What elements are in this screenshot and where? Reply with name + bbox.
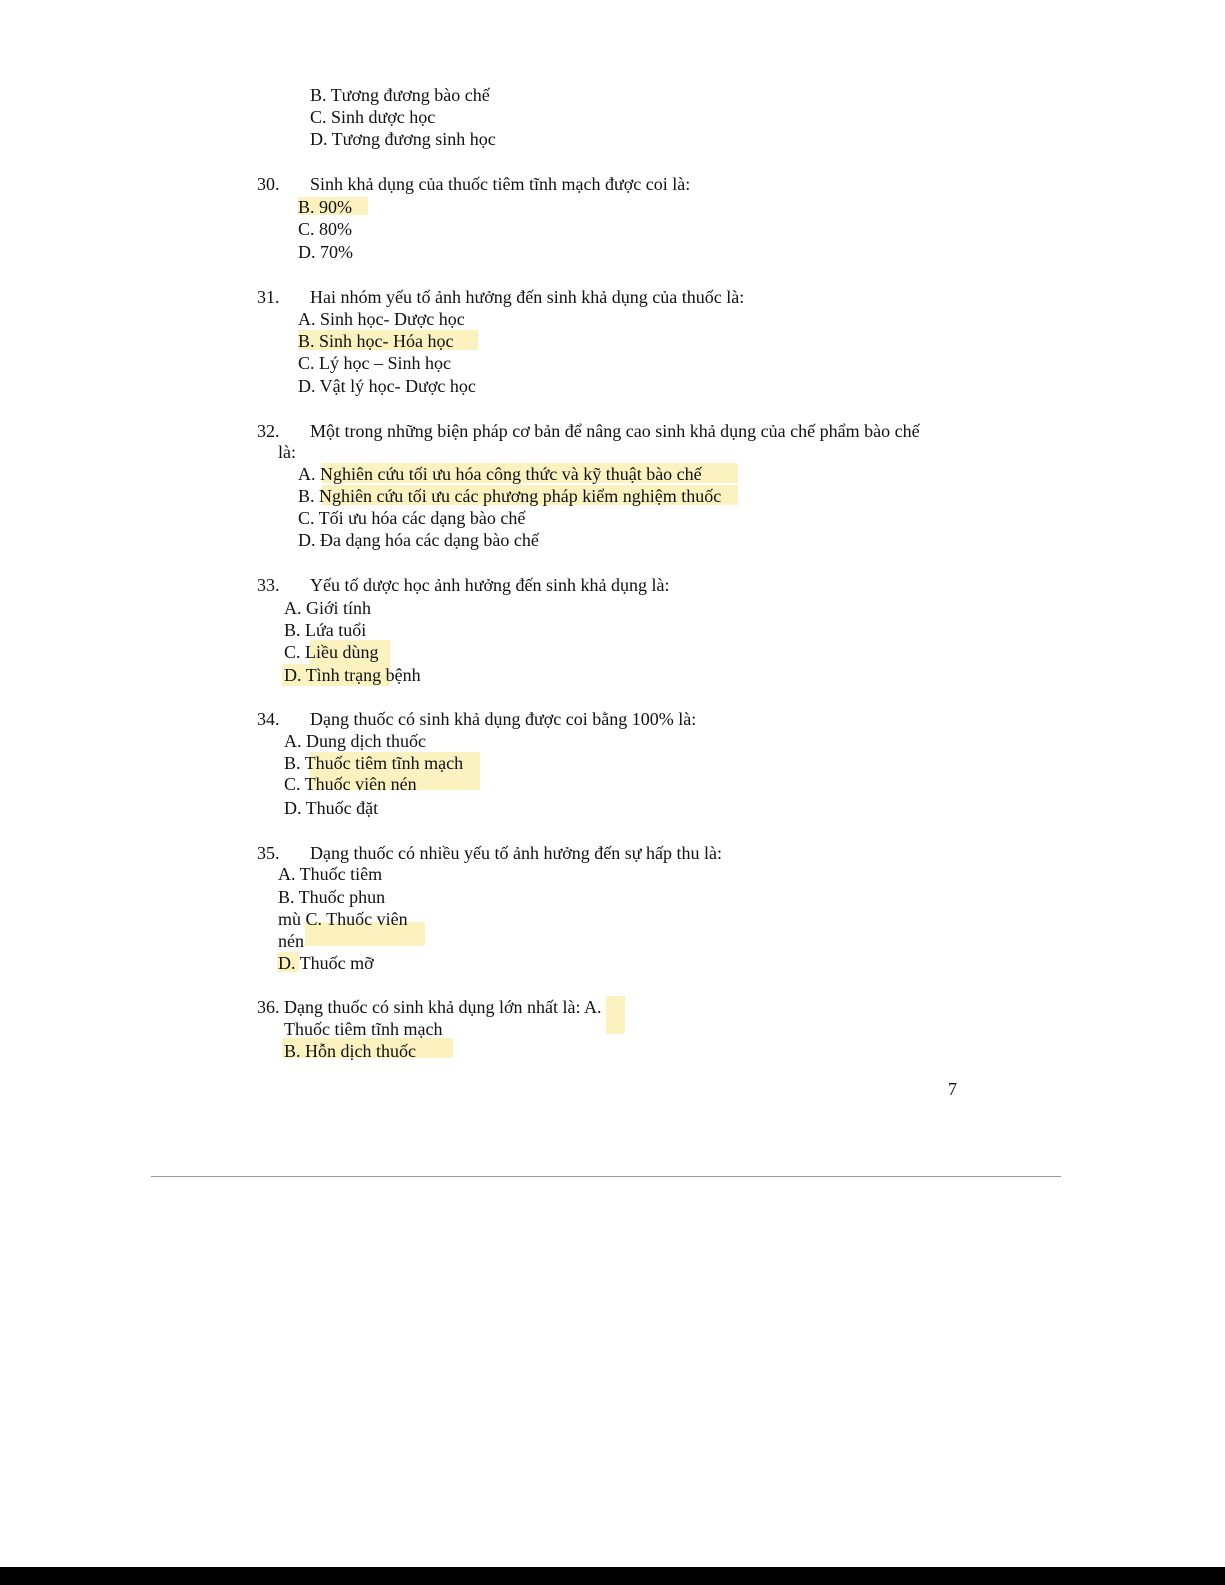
q30-question: Sinh khả dụng của thuốc tiêm tĩnh mạch được coi là: (310, 174, 691, 194)
q34-number: 34. (257, 709, 280, 729)
q32-option-a: A. Nghiên cứu tối ưu hóa công thức và kỹ thuật bào chế (298, 464, 702, 484)
q33-number: 33. (257, 575, 280, 595)
q33-question: Yếu tố dược học ảnh hưởng đến sinh khả dụng là: (310, 575, 670, 595)
q34-option-a: A. Dung dịch thuốc (284, 731, 426, 751)
q31-number: 31. (257, 287, 280, 307)
q30-option-d: D. 70% (298, 242, 353, 262)
q34-option-c: C. Thuốc viên nén (284, 774, 417, 794)
q29-option-c: C. Sinh dược học (310, 107, 436, 127)
q30-option-c: C. 80% (298, 219, 352, 239)
q32-option-c: C. Tối ưu hóa các dạng bào chế (298, 508, 526, 528)
q30-number: 30. (257, 174, 280, 194)
q35-number: 35. (257, 843, 280, 863)
page-number: 7 (948, 1079, 957, 1099)
q34-question: Dạng thuốc có sinh khả dụng được coi bằng 100% là: (310, 709, 697, 729)
q31-question: Hai nhóm yếu tố ảnh hưởng đến sinh khả dụng của thuốc là: (310, 287, 745, 307)
q33-option-a: A. Giới tính (284, 598, 372, 618)
highlight (606, 996, 625, 1034)
q36-line-2: Thuốc tiêm tĩnh mạch (284, 1019, 443, 1039)
q31-option-d: D. Vật lý học- Dược học (298, 376, 476, 396)
q36-line-1: 36. Dạng thuốc có sinh khả dụng lớn nhất là: A. (257, 997, 602, 1017)
q33-option-c: C. Liều dùng (284, 642, 379, 662)
bottom-bar (0, 1567, 1225, 1585)
q32-question-continued: là: (278, 442, 296, 462)
q30-option-b: B. 90% (298, 197, 352, 217)
q31-option-a: A. Sinh học- Dược học (298, 309, 465, 329)
q35-line-2: B. Thuốc phun (278, 887, 386, 907)
q35-line-5: D. Thuốc mỡ (278, 953, 374, 973)
q32-option-b: B. Nghiên cứu tối ưu các phương pháp kiểm nghiệm thuốc (298, 486, 722, 506)
q34-option-d: D. Thuốc đặt (284, 798, 379, 818)
q35-question: Dạng thuốc có nhiều yếu tố ảnh hưởng đến sự hấp thu là: (310, 843, 722, 863)
q29-option-b: B. Tương đương bào chế (310, 85, 490, 105)
q32-option-d: D. Đa dạng hóa các dạng bào chế (298, 530, 539, 550)
q35-line-4: nén (278, 931, 304, 951)
q35-line-3: mù C. Thuốc viên (278, 909, 408, 929)
q29-option-d: D. Tương đương sinh học (310, 129, 496, 149)
q36-line-3: B. Hỗn dịch thuốc (284, 1041, 416, 1061)
q31-option-b: B. Sinh học- Hóa học (298, 331, 454, 351)
q31-option-c: C. Lý học – Sinh học (298, 353, 451, 373)
q34-option-b: B. Thuốc tiêm tĩnh mạch (284, 753, 464, 773)
page-divider (151, 1176, 1061, 1177)
q32-question: Một trong những biện pháp cơ bản để nâng cao sinh khả dụng của chế phẩm bào chế (310, 421, 920, 441)
q35-line-1: A. Thuốc tiêm (278, 864, 383, 884)
q33-option-b: B. Lứa tuổi (284, 620, 367, 640)
q32-number: 32. (257, 421, 280, 441)
q33-option-d: D. Tình trạng bệnh (284, 665, 421, 685)
